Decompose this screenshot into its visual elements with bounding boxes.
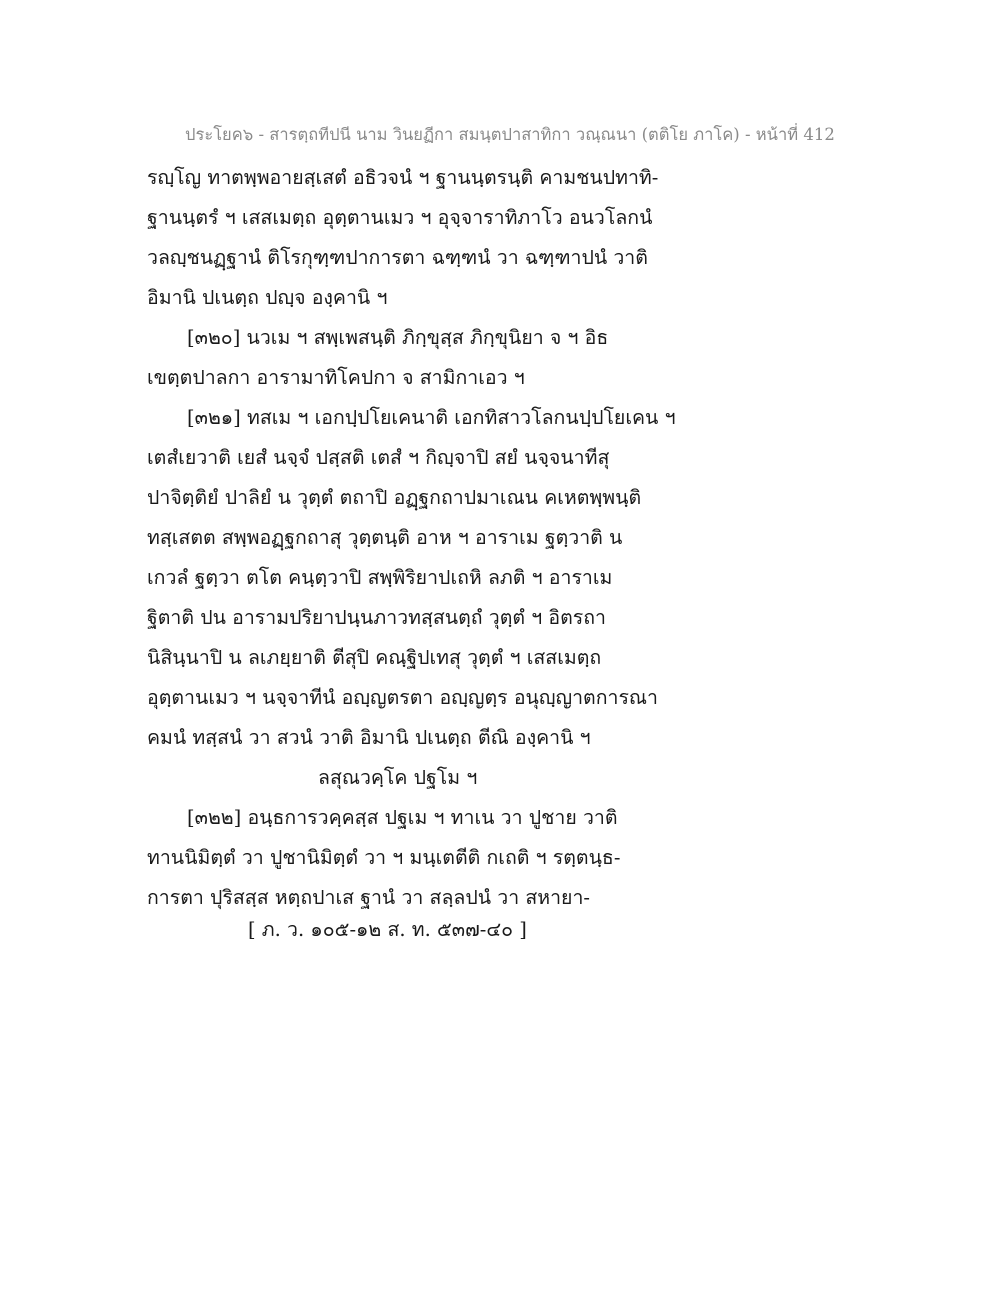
text-line: นิสินฺนาปิ น ลเภยฺยาติ ตีสุปิ คณฺฐิปเทสุ วุตฺตํ ฯ เสสเมตฺถ — [147, 646, 602, 669]
text-line: วลญฺชนฏฺฐานํ ติโรกุฑฺฑปาการตา ฉฑฺฑนํ วา ฉฑฺฑาปนํ วาติ — [147, 246, 648, 269]
text-line: คมนํ ทสฺสนํ วา สวนํ วาติ อิมานิ ปเนตฺถ ตีณิ องฺคานิ ฯ — [147, 726, 591, 749]
page-header: ประโยค๖ - สารตฺถทีปนี นาม วินยฏีกา สมนฺตปาสาทิกา วณฺณนา (ตติโย ภาโค) - หน้าที่ 412 — [185, 125, 835, 144]
section-heading: ลสุณวคฺโค ปฐโม ฯ — [318, 766, 478, 789]
text-line: [๓๒๒] อนฺธการวคฺคสฺส ปฐเม ฯ ทาเน วา ปูชาย วาติ — [187, 806, 618, 829]
text-line: อุตฺตานเมว ฯ นจฺจาทีนํ อญฺญตรตา อญฺญตฺร อนุญฺญาตการณา — [147, 686, 658, 709]
text-line: ฐิตาติ ปน อารามปริยาปนฺนภาวทสฺสนตฺถํ วุตฺตํ ฯ อิตรถา — [147, 606, 606, 629]
body-text — [147, 158, 707, 918]
text-line: เขตฺตปาลกา อารามาทิโคปกา จ สามิกาเอว ฯ — [147, 366, 525, 389]
text-line: ทสฺเสตต สพฺพอฏฺฐกถาสุ วุตฺตนฺติ อาห ฯ อาราเม ฐตฺวาติ น — [147, 526, 623, 549]
text-line: รญฺโญ ทาตพฺพอายสฺเสตํ อธิวจนํ ฯ ฐานนฺตรนฺติ คามชนปทาทิ- — [147, 166, 659, 189]
text-line: เกวลํ ฐตฺวา ตโต คนฺตฺวาปิ สพฺพิริยาปเถหิ ลภติ ฯ อาราเม — [147, 566, 613, 589]
text-line: เตสํเยวาติ เยสํ นจฺจํ ปสฺสติ เตสํ ฯ กิญฺจาปิ สยํ นจฺจนาทีสุ — [147, 446, 610, 469]
text-line: ฐานนฺตรํ ฯ เสสเมตฺถ อุตฺตานเมว ฯ อุจฺจาราทิภาโว อนวโลกนํ — [147, 206, 653, 229]
text-line: [๓๒๐] นวเม ฯ สพฺเพสนฺติ ภิกฺขุสฺส ภิกฺขุนิยา จ ฯ อิธ — [187, 326, 609, 349]
reference-footnote: [ ภ. ว. ๑๐๕-๑๒ ส. ท. ๕๓๗-๔๐ ] — [248, 918, 527, 941]
text-line: ทานนิมิตฺตํ วา ปูชานิมิตฺตํ วา ฯ มนฺเตตีติ กเถติ ฯ รตฺตนฺธ- — [147, 846, 621, 869]
text-line: อิมานิ ปเนตฺถ ปญฺจ องฺคานิ ฯ — [147, 286, 388, 309]
text-line: การตา ปุริสสฺส หตฺถปาเส ฐานํ วา สลฺลปนํ วา สหายา- — [147, 886, 591, 909]
text-line: ปาจิตฺติยํ ปาลิยํ น วุตฺตํ ตถาปิ อฏฺฐกถาปมาเณน คเหตพฺพนฺติ — [147, 486, 642, 509]
text-line: [๓๒๑] ทสเม ฯ เอกปฺปโยเคนาติ เอกทิสาวโลกนปฺปโยเคน ฯ — [187, 406, 676, 429]
